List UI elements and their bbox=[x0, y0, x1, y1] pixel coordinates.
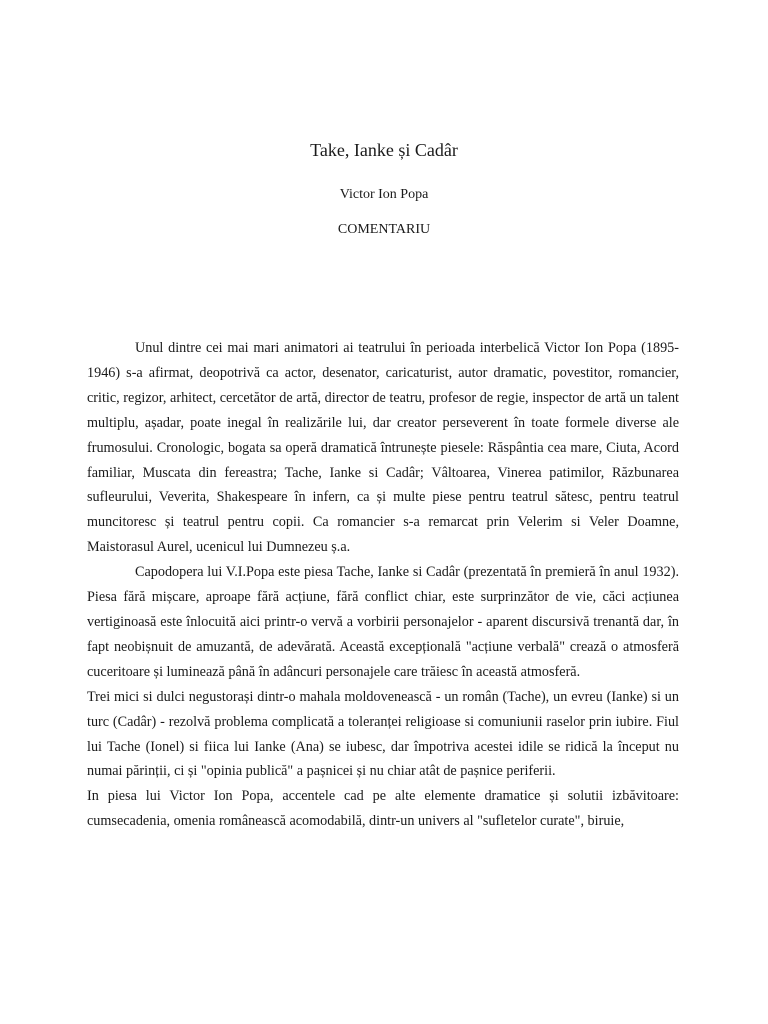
document-body bbox=[87, 336, 679, 834]
section-heading: COMENTARIU bbox=[337, 222, 431, 237]
paragraph-plot: Trei mici si dulci negustorași dintr-o mahala moldovenească - un român (Tache), un evreu (Ianke) si un turc (Cadâr) - rezolvă problema complicată a toleranței religioase si comuniunii raselor prin iubire. Fiul lui Tache (Ionel) si fiica lui Ianke (Ana) se iubesc, dar împotriva acestei idile se ridică la început nu numai părinții, ci și "opinia publică" a pașnicei și nu chiar atât de pașnice periferii. bbox=[87, 688, 679, 780]
paragraph-masterpiece: Capodopera lui V.I.Popa este piesa Tache, Ianke si Cadâr (prezentată în premieră în anul 1932). Piesa fără mișcare, aproape fără acțiune, fără conflict chiar, este surprinzător de vie, căci acțiunea vertiginoasă este înlocuită aici printr-o vervă a vorbirii personajelor - aparent discursivă trenantă dar, în fapt neobișnuit de amuzantă, de adevărată. Această excepțională "acțiune verbală" crează o atmosferă cuceritoare și luminează până în adâncuri personajele care trăiesc în această atmosferă. bbox=[87, 564, 679, 680]
document-author: Victor Ion Popa bbox=[339, 187, 429, 202]
paragraph-themes: In piesa lui Victor Ion Popa, accentele cad pe alte elemente dramatice și solutii izbăvitoare: cumsecadenia, omenia românească acomodabilă, dintr-un univers al "sufletelor curate", biruie, bbox=[87, 788, 679, 830]
paragraph-biography: Unul dintre cei mai mari animatori ai teatrului în perioada interbelică Victor Ion Popa (1895-1946) s-a afirmat, deopotrivă ca actor, desenator, caricaturist, autor dramatic, povestitor, romancier, critic, regizor, arhitect, cercetător de artă, director de teatru, profesor de regie, inspector de artă un talent multiplu, așadar, poate inegal în realizările lui, dar creator perseverent în toate formele diverse ale frumosului. Cronologic, bogata sa operă dramatică întrunește piesele: Răspântia cea mare, Ciuta, Acord familiar, Muscata din fereastra; Tache, Ianke si Cadâr; Vâltoarea, Vinerea patimilor, Răzbunarea sufleurului, Veverita, Shakespeare în infern, ca și multe piese pentru teatrul sătesc, pentru teatrul muncitoresc și teatrul pentru copii. Ca romancier s-a remarcat prin Velerim si Veler Doamne, Maistorasul Aurel, ucenicul lui Dumnezeu ș.a. bbox=[87, 340, 679, 556]
document-title: Take, Ianke și Cadâr bbox=[310, 140, 458, 160]
